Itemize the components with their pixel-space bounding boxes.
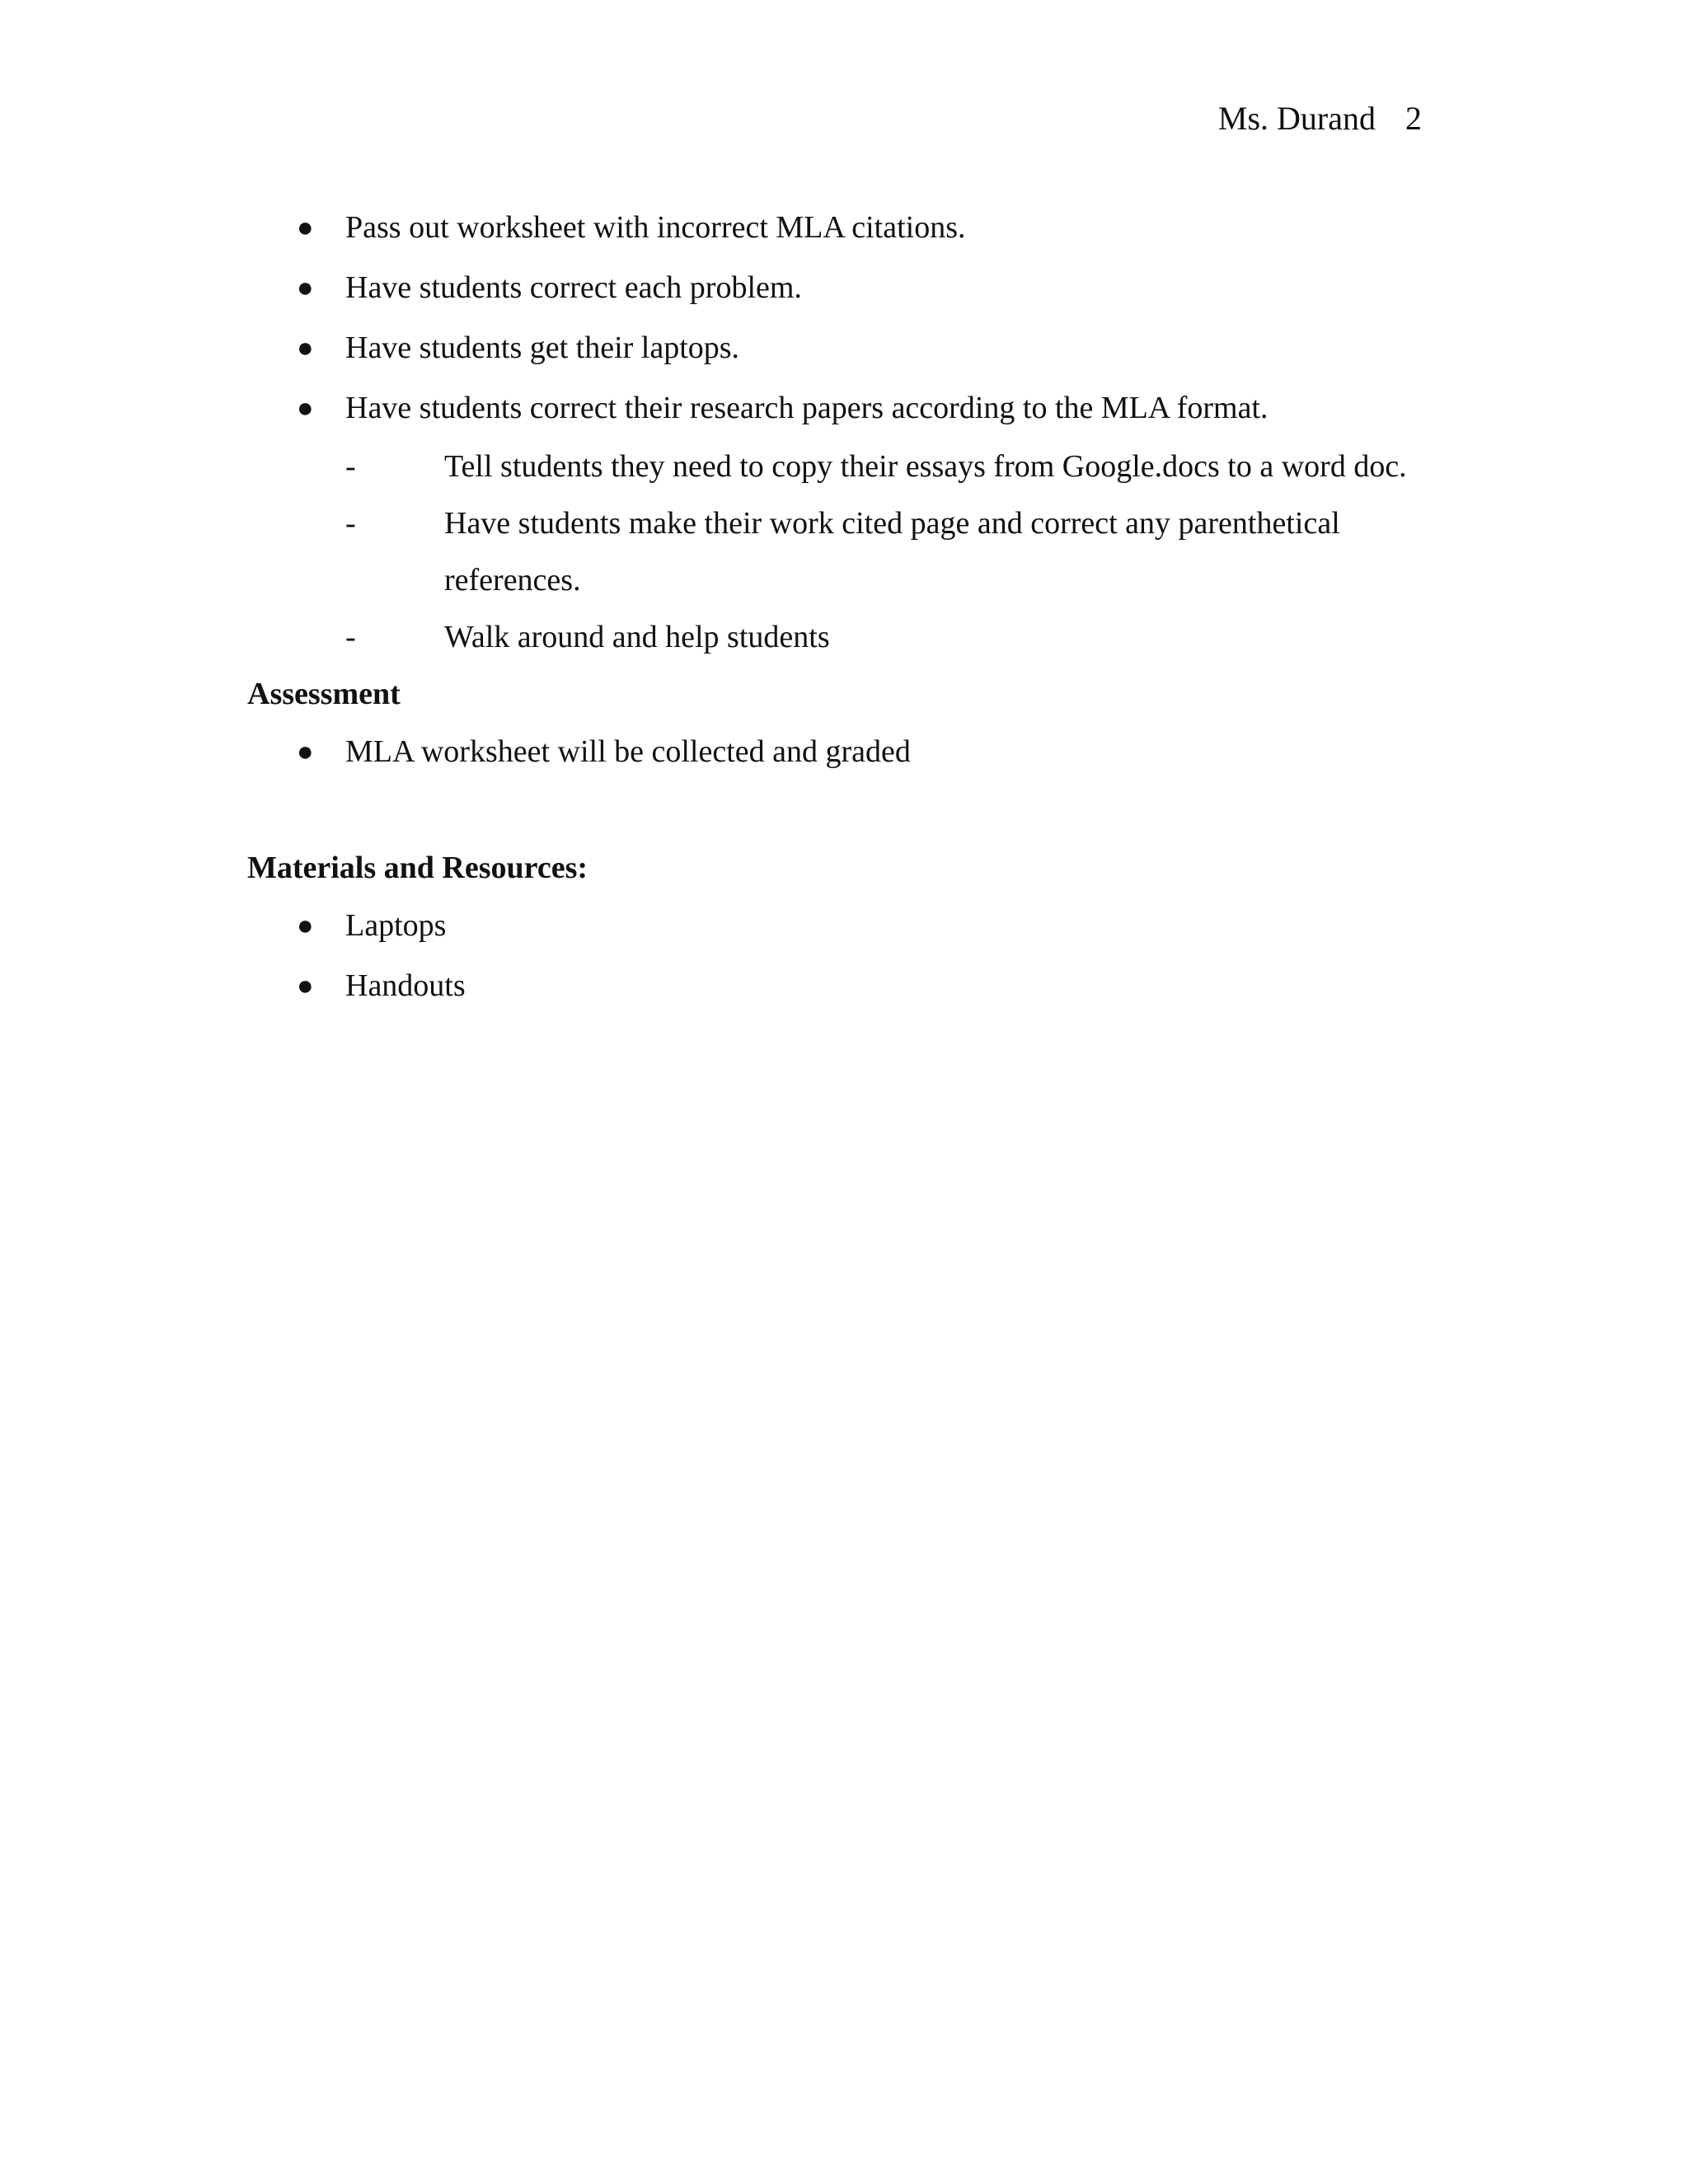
dash-icon: - (345, 620, 356, 654)
list-item-text: MLA worksheet will be collected and graded (345, 734, 911, 769)
assessment-heading: Assessment (247, 677, 401, 711)
sub-list-item-text: Walk around and help students (444, 620, 830, 654)
list-item (247, 258, 1434, 318)
list-item (247, 198, 1434, 258)
author-name: Ms. Durand (1217, 100, 1376, 137)
bullet-icon: ● (297, 273, 314, 303)
list-item-text: Have students correct each problem. (345, 270, 802, 305)
document-body (247, 198, 1434, 1016)
list-item (247, 956, 1434, 1016)
list-item (247, 318, 1434, 378)
sub-list-item-text: Tell students they need to copy their essays from Google.docs to a word doc. (444, 449, 1407, 484)
sub-list-item-text: Have students make their work cited page and correct any parenthetical references. (444, 506, 1340, 598)
list-item-text: Pass out worksheet with incorrect MLA citations. (345, 210, 966, 245)
dash-icon: - (345, 506, 356, 541)
bullet-icon: ● (297, 911, 314, 941)
list-item-text: Have students get their laptops. (345, 330, 740, 365)
page-header (1218, 97, 1422, 140)
list-item-text: Handouts (345, 968, 466, 1003)
list-item-text: Have students correct their research papers according to the MLA format. (345, 391, 1268, 425)
page-number: 2 (1405, 100, 1422, 137)
dash-icon: - (345, 449, 356, 484)
procedure-list (247, 198, 1434, 438)
procedure-sub-list (345, 438, 1434, 666)
materials-heading: Materials and Resources: (247, 851, 588, 885)
list-item (247, 378, 1434, 438)
section-spacer (247, 782, 1434, 840)
list-item (247, 896, 1434, 956)
materials-list (247, 896, 1434, 1016)
list-item-text: Laptops (345, 908, 447, 943)
bullet-icon: ● (297, 333, 314, 363)
bullet-icon: ● (297, 393, 314, 424)
sub-list-item (345, 438, 1434, 495)
sub-list-item (345, 495, 1434, 609)
assessment-list (247, 722, 1434, 782)
bullet-icon: ● (297, 213, 314, 243)
bullet-icon: ● (297, 737, 314, 767)
list-item (247, 722, 1434, 782)
bullet-icon: ● (297, 971, 314, 1001)
sub-list-item (345, 609, 1434, 666)
